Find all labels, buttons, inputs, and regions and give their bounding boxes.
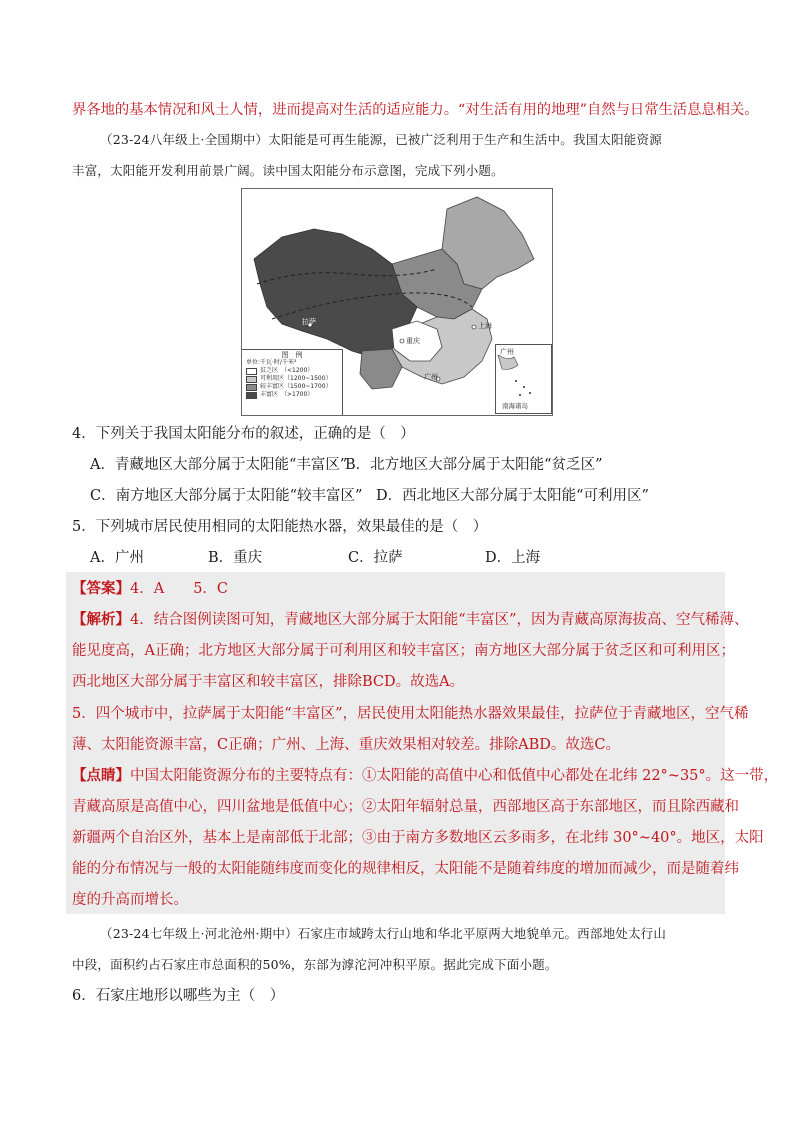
legend-swatch bbox=[246, 384, 257, 391]
analysis-line3: 西北地区大部分属于丰富区和较丰富区，排除BCD。故选A。 bbox=[72, 674, 465, 690]
q5-stem: 5．下列城市居民使用相同的太阳能热水器，效果最佳的是（ ） bbox=[72, 519, 488, 535]
legend-label: 可利用区（1200~1500） bbox=[260, 375, 332, 382]
q5-option-d: D．上海 bbox=[485, 550, 541, 566]
analysis-text1: 4．结合图例读图可知，青藏地区大部分属于太阳能“丰富区”，因为青藏高原海拔高、空气稀薄、 bbox=[130, 612, 749, 628]
q4-option-c: C．南方地区大部分属于太阳能“较丰富区” bbox=[90, 488, 363, 504]
analysis-tag: 【解析】 bbox=[72, 611, 130, 628]
legend-item bbox=[246, 367, 342, 375]
city-shanghai-label: 上海 bbox=[478, 322, 492, 330]
city-guangzhou-label: 广州 bbox=[424, 373, 438, 381]
south-china-sea-inset bbox=[495, 344, 552, 414]
inset-top-label: 广州 bbox=[500, 348, 514, 356]
point-line1 bbox=[72, 766, 778, 786]
q4-option-b: B．北方地区大部分属于太阳能“贫乏区” bbox=[345, 457, 603, 473]
analysis-line5: 薄、太阳能资源丰富，C正确；广州、上海、重庆效果相对较差。排除ABD。故选C。 bbox=[72, 737, 620, 753]
point-line2: 青藏高原是高值中心，四川盆地是低值中心；②太阳年辐射总量，西部地区高于东部地区，而且除西藏和 bbox=[72, 799, 739, 815]
point-tag: 【点睛】 bbox=[72, 767, 130, 784]
point-line5: 度的升高而增长。 bbox=[72, 892, 188, 908]
answer-text: 4．A 5．C bbox=[130, 581, 229, 597]
group1-line2: 丰富，太阳能开发利用前景广阔。读中国太阳能分布示意图，完成下列小题。 bbox=[72, 163, 504, 178]
group2-line1: （23-24七年级上·河北沧州·期中）石家庄市域跨太行山地和华北平原两大地貌单元。西部地处太行山 bbox=[100, 926, 667, 941]
q4-stem: 4．下列关于我国太阳能分布的叙述，正确的是（ ） bbox=[72, 426, 415, 442]
q5-option-a: A．广州 bbox=[90, 550, 144, 566]
inset-drawing bbox=[496, 351, 551, 406]
legend-label: 丰富区 （>1700） bbox=[260, 391, 314, 398]
point-text1: 中国太阳能资源分布的主要特点有：①太阳能的高值中心和低值中心都处在北纬 22°~35°。这一带， bbox=[130, 768, 779, 784]
q6-stem: 6．石家庄地形以哪些为主（ ） bbox=[72, 988, 285, 1004]
group2-line2: 中段，面积约占石家庄市总面积的50%，东部为滹沱河冲积平原。据此完成下面小题。 bbox=[72, 957, 558, 972]
city-chongqing-label: 重庆 bbox=[406, 337, 420, 345]
q5-option-b: B．重庆 bbox=[208, 550, 263, 566]
china-solar-map bbox=[241, 188, 553, 416]
legend-swatch bbox=[246, 368, 257, 375]
legend-title: 图 例 bbox=[281, 351, 303, 359]
map-legend bbox=[242, 349, 343, 415]
q4-option-d: D．西北地区大部分属于太阳能“可利用区” bbox=[376, 488, 649, 504]
city-lhasa-label: 拉萨 bbox=[302, 318, 316, 326]
legend-unit: 单位:千瓦·时/千米² bbox=[246, 359, 297, 366]
point-line4: 能的分布情况与一般的太阳能随纬度而变化的规律相反，太阳能不是随着纬度的增加而减少，而是随着纬 bbox=[72, 861, 739, 877]
legend-item bbox=[246, 391, 342, 399]
q4-option-a: A．青藏地区大部分属于太阳能“丰富区” bbox=[90, 457, 348, 473]
point-line3: 新疆两个自治区外，基本上是南部低于北部；③由于南方多数地区云多雨多，在北纬 30°~40°。地区，太阳 bbox=[72, 830, 764, 846]
answer-line bbox=[72, 579, 228, 599]
legend-label: 贫乏区 （<1200） bbox=[260, 367, 314, 374]
intro-line: 界各地的基本情况和风土人情，进而提高对生活的适应能力。“对生活有用的地理”自然与日常生活息息相关。 bbox=[72, 102, 759, 118]
legend-swatch bbox=[246, 392, 257, 399]
analysis-line1 bbox=[72, 610, 749, 630]
legend-item bbox=[246, 375, 342, 383]
legend-item bbox=[246, 383, 342, 391]
answer-tag: 【答案】 bbox=[72, 580, 130, 597]
q5-option-c: C．拉萨 bbox=[348, 550, 403, 566]
analysis-line4: 5．四个城市中，拉萨属于太阳能“丰富区”，居民使用太阳能热水器效果最佳，拉萨位于青藏地区，空气稀 bbox=[72, 706, 749, 722]
legend-swatch bbox=[246, 376, 257, 383]
analysis-line2: 能见度高，A正确；北方地区大部分属于可利用区和较丰富区；南方地区大部分属于贫乏区和可利用区； bbox=[72, 643, 735, 659]
legend-label: 较丰富区（1500~1700） bbox=[260, 383, 332, 390]
group1-line1: （23-24八年级上·全国期中）太阳能是可再生能源，已被广泛利用于生产和生活中。我国太阳能资源 bbox=[100, 132, 662, 147]
inset-label: 南海诸岛 bbox=[502, 402, 528, 410]
